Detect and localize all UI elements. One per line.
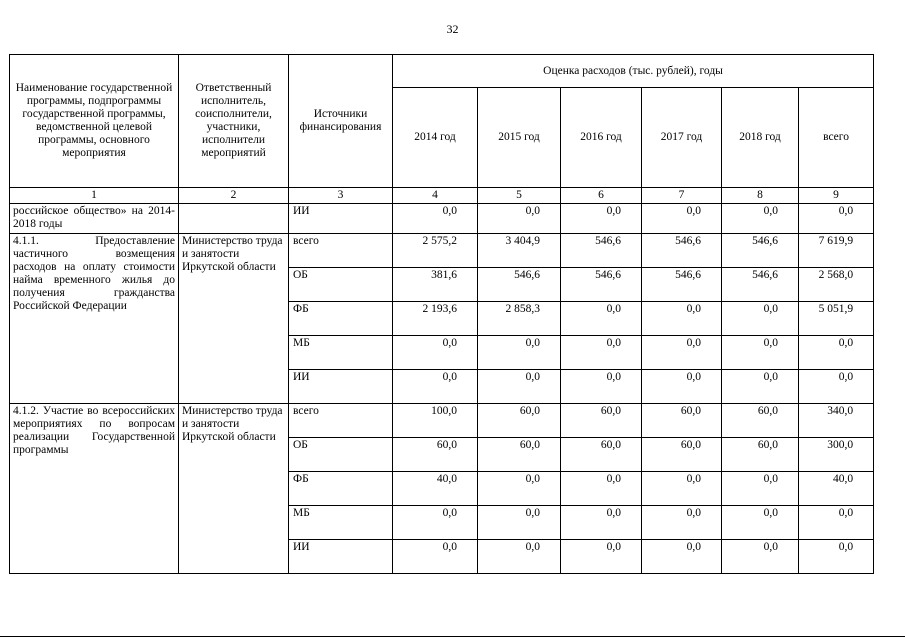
value-cell: 100,0 <box>393 404 478 438</box>
header-responsible: Ответственный исполнитель, соисполнители, участники, исполнители мероприятий <box>179 55 289 188</box>
column-number: 9 <box>799 188 874 204</box>
value-cell: 0,0 <box>722 370 799 404</box>
value-cell: 0,0 <box>478 370 561 404</box>
value-cell: 0,0 <box>393 336 478 370</box>
value-cell: 546,6 <box>722 268 799 302</box>
value-cell: 340,0 <box>799 404 874 438</box>
column-number: 4 <box>393 188 478 204</box>
funding-source: ОБ <box>289 438 393 472</box>
value-cell: 2 575,2 <box>393 234 478 268</box>
value-cell: 0,0 <box>722 204 799 234</box>
column-number: 3 <box>289 188 393 204</box>
header-year: 2014 год <box>393 88 478 188</box>
budget-table <box>9 54 874 574</box>
funding-source: МБ <box>289 506 393 540</box>
value-cell: 300,0 <box>799 438 874 472</box>
value-cell: 60,0 <box>561 404 642 438</box>
responsible-executor: Министерство труда и занятости Иркутской области <box>179 234 289 404</box>
value-cell: 0,0 <box>722 302 799 336</box>
value-cell: 60,0 <box>722 404 799 438</box>
funding-source: МБ <box>289 336 393 370</box>
funding-source: ФБ <box>289 302 393 336</box>
page-number: 32 <box>446 22 459 36</box>
value-cell: 546,6 <box>642 234 722 268</box>
responsible-executor: Министерство труда и занятости Иркутской области <box>179 404 289 574</box>
value-cell: 3 404,9 <box>478 234 561 268</box>
carry-over-row <box>10 204 874 234</box>
value-cell: 0,0 <box>393 506 478 540</box>
value-cell: 0,0 <box>393 370 478 404</box>
funding-source: всего <box>289 404 393 438</box>
activity-name: 4.1.2. Участие во всероссийских мероприятиях по вопросам реализации Государственной программы <box>10 404 179 574</box>
header-estimate: Оценка расходов (тыс. рублей), годы <box>393 55 874 88</box>
value-cell: 60,0 <box>722 438 799 472</box>
value-cell: 40,0 <box>799 472 874 506</box>
column-number: 5 <box>478 188 561 204</box>
value-cell: 0,0 <box>722 472 799 506</box>
funding-source: ИИ <box>289 540 393 574</box>
value-cell: 60,0 <box>561 438 642 472</box>
value-cell: 0,0 <box>642 506 722 540</box>
responsible-executor <box>179 204 289 234</box>
value-cell: 546,6 <box>722 234 799 268</box>
value-cell: 60,0 <box>478 438 561 472</box>
value-cell: 0,0 <box>722 540 799 574</box>
funding-source: ФБ <box>289 472 393 506</box>
header-total: всего <box>799 88 874 188</box>
value-cell: 0,0 <box>799 204 874 234</box>
funding-source: ИИ <box>289 204 393 234</box>
value-cell: 0,0 <box>393 204 478 234</box>
value-cell: 2 193,6 <box>393 302 478 336</box>
funding-row <box>10 404 874 438</box>
header-row <box>10 55 874 88</box>
header-name: Наименование государственной программы, подпрограммы государственной программы, ведомственной целевой программы, основного мероприятия <box>10 55 179 188</box>
funding-row <box>10 234 874 268</box>
value-cell: 0,0 <box>799 506 874 540</box>
value-cell: 0,0 <box>561 336 642 370</box>
value-cell: 60,0 <box>478 404 561 438</box>
header-year: 2017 год <box>642 88 722 188</box>
column-number: 6 <box>561 188 642 204</box>
funding-source: ИИ <box>289 370 393 404</box>
header-year: 2016 год <box>561 88 642 188</box>
value-cell: 0,0 <box>642 302 722 336</box>
value-cell: 0,0 <box>799 336 874 370</box>
header-year: 2018 год <box>722 88 799 188</box>
value-cell: 7 619,9 <box>799 234 874 268</box>
value-cell: 0,0 <box>561 302 642 336</box>
value-cell: 546,6 <box>478 268 561 302</box>
value-cell: 0,0 <box>722 336 799 370</box>
value-cell: 60,0 <box>642 438 722 472</box>
value-cell: 0,0 <box>561 506 642 540</box>
value-cell: 40,0 <box>393 472 478 506</box>
value-cell: 546,6 <box>642 268 722 302</box>
value-cell: 0,0 <box>642 472 722 506</box>
header-sources: Источники финансирования <box>289 55 393 188</box>
value-cell: 0,0 <box>478 540 561 574</box>
column-number: 8 <box>722 188 799 204</box>
column-number: 1 <box>10 188 179 204</box>
activity-name: 4.1.1. Предоставление частичного возмещения расходов на оплату стоимости найма временного жилья до получения гражданства Российской Федерации <box>10 234 179 404</box>
value-cell: 0,0 <box>642 336 722 370</box>
value-cell: 0,0 <box>561 204 642 234</box>
value-cell: 381,6 <box>393 268 478 302</box>
value-cell: 0,0 <box>642 204 722 234</box>
header-year: 2015 год <box>478 88 561 188</box>
value-cell: 0,0 <box>722 506 799 540</box>
value-cell: 0,0 <box>561 370 642 404</box>
column-number-row <box>10 188 874 204</box>
value-cell: 0,0 <box>561 472 642 506</box>
value-cell: 0,0 <box>478 506 561 540</box>
value-cell: 2 568,0 <box>799 268 874 302</box>
value-cell: 0,0 <box>799 370 874 404</box>
value-cell: 2 858,3 <box>478 302 561 336</box>
activity-name: российское общество» на 2014-2018 годы <box>10 204 179 234</box>
value-cell: 0,0 <box>478 336 561 370</box>
value-cell: 0,0 <box>478 472 561 506</box>
value-cell: 546,6 <box>561 234 642 268</box>
column-number: 2 <box>179 188 289 204</box>
value-cell: 0,0 <box>478 204 561 234</box>
value-cell: 0,0 <box>561 540 642 574</box>
value-cell: 60,0 <box>393 438 478 472</box>
column-number: 7 <box>642 188 722 204</box>
value-cell: 0,0 <box>642 370 722 404</box>
funding-source: ОБ <box>289 268 393 302</box>
value-cell: 5 051,9 <box>799 302 874 336</box>
value-cell: 0,0 <box>393 540 478 574</box>
value-cell: 0,0 <box>799 540 874 574</box>
value-cell: 546,6 <box>561 268 642 302</box>
value-cell: 0,0 <box>642 540 722 574</box>
value-cell: 60,0 <box>642 404 722 438</box>
page-bottom-border <box>0 636 905 637</box>
funding-source: всего <box>289 234 393 268</box>
